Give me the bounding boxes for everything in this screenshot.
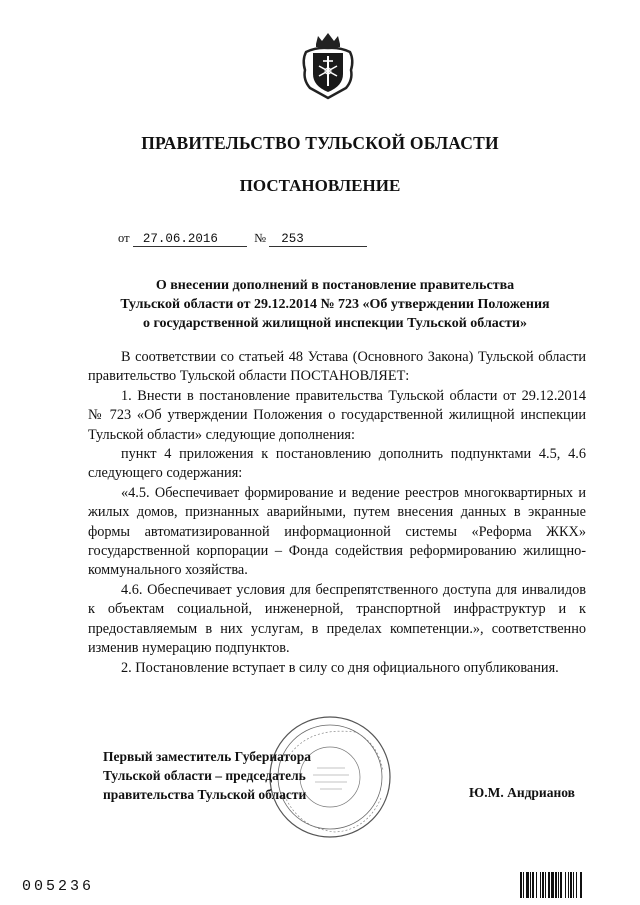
body-paragraph-item-1: 1. Внести в постановление правительства Тульской области от 29.12.2014 № 723 «Об утверждении Положения о государственной жилищной инспекции Тульской области» следующие дополнения:	[88, 387, 586, 443]
barcode-bar	[565, 872, 566, 898]
body-paragraph-amendment-intro: пункт 4 приложения к постановлению дополнить подпунктами 4.5, 4.6 следующего содержания:	[88, 446, 586, 482]
document-subject	[90, 276, 580, 333]
barcode-bar	[536, 872, 537, 898]
barcode-bar	[532, 872, 534, 898]
barcode-bar	[542, 872, 544, 898]
barcode-bar	[540, 872, 541, 898]
signatory-position-line: правительства Тульской области	[103, 787, 307, 802]
registration-number: 005236	[22, 878, 95, 895]
subject-line: о государственной жилищной инспекции Тульской области»	[143, 316, 527, 331]
barcode-icon	[520, 872, 620, 898]
subject-line: Тульской области от 29.12.2014 № 723 «Об утверждении Положения	[120, 297, 550, 312]
barcode-bar	[530, 872, 531, 898]
barcode-bar	[523, 872, 524, 898]
body-paragraph-preamble: В соответствии со статьей 48 Устава (Основного Закона) Тульской области правительство Тульской области ПОСТАНОВЛЯЕТ:	[88, 349, 586, 385]
barcode-bar	[548, 872, 550, 898]
government-title: ПРАВИТЕЛЬСТВО ТУЛЬСКОЙ ОБЛАСТИ	[141, 133, 499, 153]
body-paragraph-item-2: 2. Постановление вступает в силу со дня официального опубликования.	[121, 659, 559, 676]
signatory-position	[103, 747, 311, 804]
signatory-position-line: Тульской области – председатель	[103, 768, 306, 783]
barcode-bar	[555, 872, 557, 898]
barcode-bar	[545, 872, 546, 898]
document-date: 27.06.2016	[133, 232, 247, 247]
barcode-bar	[568, 872, 569, 898]
barcode-bar	[526, 872, 529, 898]
barcode-bar	[576, 872, 577, 898]
date-label: от	[118, 231, 130, 245]
document-meta-row	[118, 230, 367, 247]
barcode-bar	[580, 872, 582, 898]
number-label: №	[254, 231, 266, 245]
document-number: 253	[269, 232, 367, 247]
barcode-bar	[570, 872, 572, 898]
document-body	[88, 348, 586, 678]
barcode-bar	[520, 872, 522, 898]
body-paragraph-subitem-4-5: «4.5. Обеспечивает формирование и ведение реестров многоквартирных и жилых домов, признанных аварийными, путем внесения данных в экранные формы автоматизированной информационной системы «Реформа ЖКХ» государственной корпорации – Фонда содействия реформированию жилищно-коммунального хозяйства.	[88, 484, 586, 579]
document-type-title: ПОСТАНОВЛЕНИЕ	[239, 176, 401, 195]
body-paragraph-subitem-4-6: 4.6. Обеспечивает условия для беспрепятственного доступа для инвалидов к объектам социальной, инженерной, транспортной инфраструктур и к предоставляемым в них услугам, в пределах компетенции.», соответственно изменив нумерацию подпунктов.	[88, 581, 586, 657]
barcode-bar	[558, 872, 559, 898]
barcode-bar	[573, 872, 574, 898]
signatory-name: Ю.М. Андрианов	[469, 785, 575, 800]
tula-coat-of-arms-icon	[300, 30, 356, 102]
barcode-bar	[551, 872, 554, 898]
barcode-bar	[560, 872, 562, 898]
signatory-position-line: Первый заместитель Губернатора	[103, 749, 311, 764]
subject-line: О внесении дополнений в постановление правительства	[155, 278, 515, 293]
